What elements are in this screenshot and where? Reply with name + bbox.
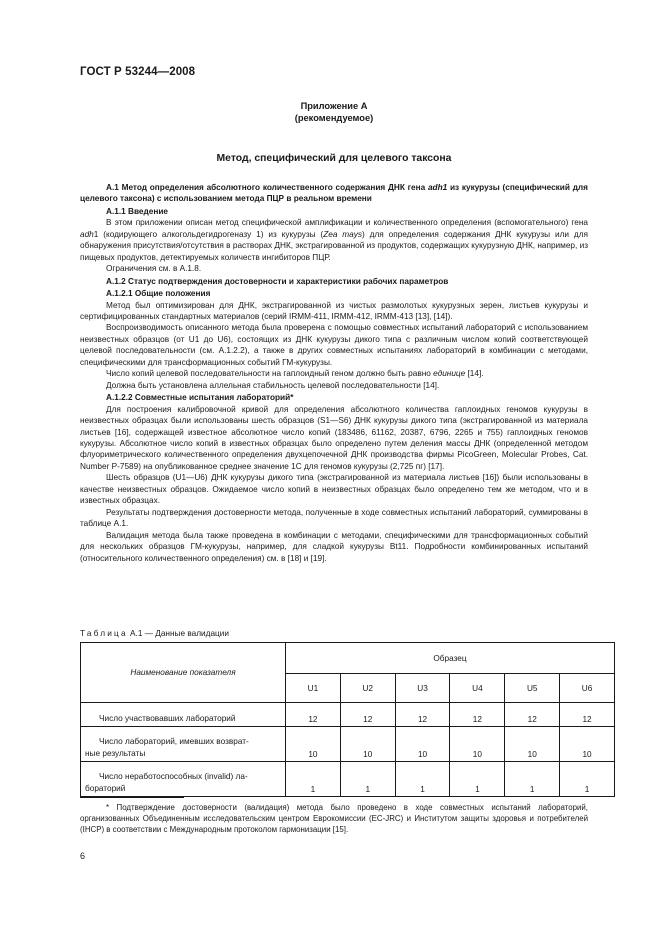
- table-cell: 10: [395, 727, 450, 762]
- table-row: [81, 762, 615, 797]
- annex-label: Приложение А: [300, 101, 368, 111]
- column-header-u5: U5: [505, 674, 560, 703]
- table-cell: 1: [286, 762, 341, 797]
- paragraph: Должна быть установлена аллельная стабильность целевой последовательности [14].: [106, 380, 440, 390]
- table-caption: Таблица А.1 — Данные валидации: [80, 629, 230, 638]
- document-body: [80, 182, 588, 564]
- column-header-u6: U6: [560, 674, 615, 703]
- annex-title: Метод, специфический для целевого таксона: [216, 153, 452, 164]
- table-cell: 1: [505, 762, 560, 797]
- table-cell: 12: [505, 703, 560, 727]
- table-cell: 1: [340, 762, 395, 797]
- table-cell: 12: [450, 703, 505, 727]
- annex-label-block: [80, 100, 588, 124]
- paragraph: В этом приложении описан метод специфической амплификации и количественного определения (вспомогательного) гена adh1 (кодирующего алкогольдегидрогеназу 1) из кукурузы (Zea mays) для определения содержания ДНК кукурузы или для обнаружения присутствия/отсутствия в растворах ДНК, экстрагированной из продуктов, содержащих кукурузную ДНК, например, из пищевых продуктов, детектируемых количеств ингибиторов ПЦР.: [80, 218, 589, 262]
- row-label: Число участвовавших лабораторий: [81, 703, 286, 727]
- footnote: * Подтверждение достоверности (валидация) метода было проведено в ходе совместных испытаний лабораторий, организованных Объединенным исследовательским центром Еврокомиссии (EC-JRC) и Институтом защиты здоровья и потребителей (IHCP) в соответствии с Международным протоколом гармонизации [15].: [80, 803, 588, 834]
- table-cell: 10: [286, 727, 341, 762]
- annex-status: (рекомендуемое): [294, 113, 374, 123]
- table-cell: 10: [505, 727, 560, 762]
- column-header-indicator: Наименование показателя: [81, 643, 286, 703]
- table-cell: 1: [560, 762, 615, 797]
- table-cell: 12: [395, 703, 450, 727]
- page-number: 6: [80, 851, 86, 861]
- paragraph: Результаты подтверждения достоверности метода, полученные в ходе совместных испытаний лабораторий, суммированы в таблице А.1.: [80, 507, 588, 529]
- table-cell: 1: [395, 762, 450, 797]
- section-a1122-heading: А.1.2.2 Совместные испытания лабораторий*: [106, 393, 294, 403]
- section-a112-heading: А.1.2 Статус подтверждения достоверности и характеристики рабочих параметров: [106, 276, 449, 286]
- table-cell: 10: [560, 727, 615, 762]
- column-header-u1: U1: [286, 674, 341, 703]
- gene-name: adh1: [427, 183, 448, 192]
- column-header-sample-group: Образец: [286, 643, 615, 674]
- column-header-u4: U4: [450, 674, 505, 703]
- table-cell: 1: [450, 762, 505, 797]
- column-header-u2: U2: [340, 674, 395, 703]
- validation-table: [80, 642, 615, 797]
- section-a1-heading: А.1 Метод определения абсолютного количественного содержания ДНК гена adh1 из кукурузы (специфический для целевого таксона) с использованием метода ПЦР в реальном времени: [80, 183, 588, 204]
- paragraph: Шесть образцов (U1—U6) ДНК кукурузы дикого типа (экстрагированной из материала листьев [16]) были использованы в качестве неизвестных образцов. Ожидаемое число копий в неизвестных образцах было определено тем же методом, что и в известных образцах.: [80, 473, 588, 506]
- table-row: [81, 727, 615, 762]
- table-cell: 12: [560, 703, 615, 727]
- row-label: Число лабораторий, имевших возврат- ные результаты: [81, 727, 286, 762]
- section-a1121-heading: А.1.2.1 Общие положения: [106, 289, 211, 299]
- table-cell: 12: [340, 703, 395, 727]
- table-cell: 10: [340, 727, 395, 762]
- footnote-divider: [80, 797, 184, 798]
- paragraph: Число копий целевой последовательности на гаплоидный геном должно быть равно единице [14].: [106, 369, 484, 379]
- paragraph: Для построения калибровочной кривой для определения абсолютного количества гаплоидных геномов кукурузы в неизвестных образцах были использованы шесть образцов (S1—S6) ДНК кукурузы дикого типа (экстрагированной из материала листьев [16], содержащей известное абсолютное число копий (183486, 61162, 20387, 6796, 2265 и 755) гаплоидных геномов кукурузы. Абсолютное число копий в известных образцах было определено путем деления массы ДНК (определенной методом флуориметрического количественного определения двухцепочечной ДНК производства фирмы PicoGreen, Molecular Probes, Cat. Number P-7589) на опубликованное среднее значение 1С для геномов кукурузы (2,725 пг) [17].: [80, 404, 588, 471]
- paragraph: Метод был оптимизирован для ДНК, экстрагированной из чистых размолотых кукурузных зерен, листьев кукурузы и сертифицированных стандартных материалов (серий IRMM-411, IRMM-412, IRMM-413 [13], [14]).: [80, 300, 588, 321]
- row-label: Число неработоспособных (invalid) ла- бораторий: [81, 762, 286, 797]
- table-row: [81, 703, 615, 727]
- standard-code-header: ГОСТ Р 53244—2008: [80, 66, 196, 78]
- table-cell: 10: [450, 727, 505, 762]
- column-header-u3: U3: [395, 674, 450, 703]
- table-cell: 12: [286, 703, 341, 727]
- paragraph: Валидация метода была также проведена в комбинации с методами, специфическими для трансформационных событий для нескольких образцов ГМ-кукурузы, например, для сладкой кукурузы Bt11. Подробности комбинированных испытаний (относительного количественного определения) см. в [18] и [19].: [80, 530, 588, 563]
- paragraph: Ограничения см. в А.1.8.: [106, 264, 202, 274]
- paragraph: Воспроизводимость описанного метода была проверена с помощью совместных испытаний лабораторий с использованием неизвестных образцов (от U1 до U6), состоящих из ДНК кукурузы дикого типа с различным числом копий соответствующей целевой последовательности (см. А.1.2.2), а также в других совместных испытаниях лабораторий в комбинации с методами, специфическими для трансформационных событий ГМ-кукурузы.: [80, 323, 588, 367]
- section-a111-heading: А.1.1 Введение: [106, 206, 168, 216]
